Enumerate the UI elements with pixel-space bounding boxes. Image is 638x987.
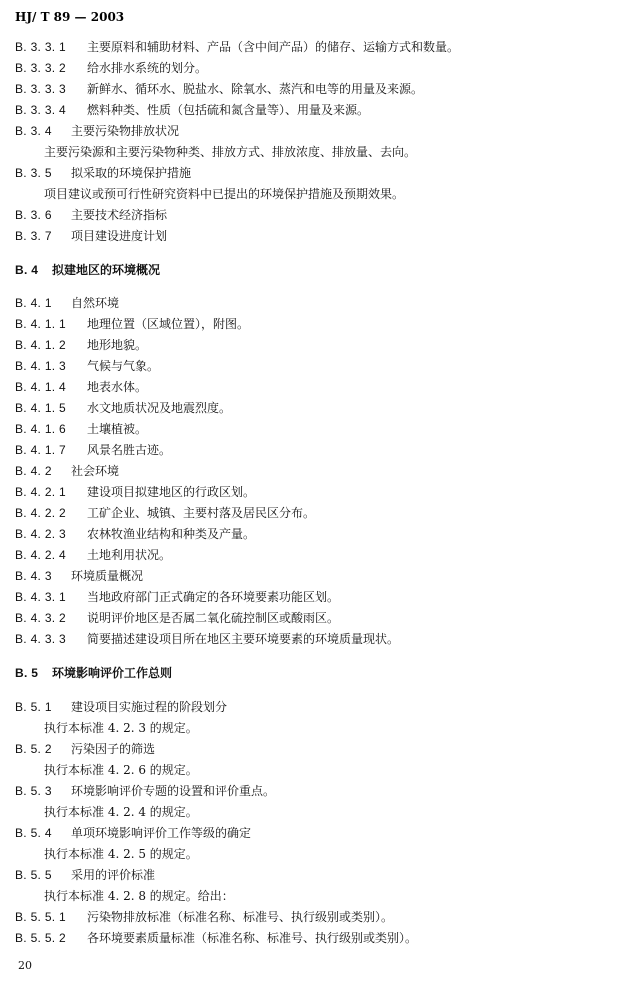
clause-text: 给水排水系统的划分。 [87, 61, 208, 75]
standard-code-header: HJ/ T 89 — 2003 [15, 10, 125, 24]
clause-text: 污染因子的筛选 [71, 742, 156, 756]
clause-text: 主要污染物排放状况 [71, 124, 180, 138]
clause-number: B. 5 [15, 666, 39, 680]
clause-number: B. 3. 7 [15, 229, 52, 243]
clause-text: 社会环境 [71, 464, 120, 478]
clause-text: 各环境要素质量标准（标准名称、标准号、执行级别或类别）。 [87, 931, 418, 945]
clause-text: 执行本标准 4. 2. 8 的规定。给出： [44, 889, 234, 903]
clause-text: 拟采取的环境保护措施 [71, 166, 192, 180]
clause-number: B. 4. 2 [15, 464, 52, 478]
clause-text: 主要原料和辅助材料、产品（含中间产品）的储存、运输方式和数量。 [87, 40, 460, 54]
clause-text: 土壤植被。 [87, 422, 148, 436]
clause-text: 主要技术经济指标 [71, 208, 168, 222]
clause-text: 项目建设进度计划 [71, 229, 168, 243]
clause-text: 地形地貌。 [87, 338, 148, 352]
clause-text: 执行本标准 4. 2. 5 的规定。 [44, 847, 198, 861]
clause-text: 当地政府部门正式确定的各环境要素功能区划。 [87, 590, 340, 604]
clause-text: 简要描述建设项目所在地区主要环境要素的环境质量现状。 [87, 632, 400, 646]
clause-text: 执行本标准 4. 2. 6 的规定。 [44, 763, 198, 777]
page-number: 20 [18, 959, 32, 972]
clause-number: B. 4 [15, 263, 39, 277]
clause-text: 拟建地区的环境概况 [52, 263, 161, 277]
clause-number: B. 3. 3. 1 [15, 40, 67, 54]
clause-text: 风景名胜古迹。 [87, 443, 172, 457]
clause-text: 水文地质状况及地震烈度。 [87, 401, 232, 415]
clause-number: B. 4. 3. 1 [15, 590, 67, 604]
clause-number: B. 4. 3. 2 [15, 611, 67, 625]
clause-text: 工矿企业、城镇、主要村落及居民区分布。 [87, 506, 316, 520]
clause-number: B. 4. 2. 4 [15, 548, 67, 562]
clause-number: B. 4. 1. 5 [15, 401, 67, 415]
clause-text: 新鲜水、循环水、脱盐水、除氧水、蒸汽和电等的用量及来源。 [87, 82, 424, 96]
clause-number: B. 4. 1. 2 [15, 338, 67, 352]
clause-number: B. 5. 1 [15, 700, 52, 714]
clause-number: B. 4. 2. 1 [15, 485, 67, 499]
clause-number: B. 5. 2 [15, 742, 52, 756]
clause-number: B. 3. 3. 4 [15, 103, 67, 117]
clause-text: 执行本标准 4. 2. 4 的规定。 [44, 805, 198, 819]
clause-number: B. 5. 5. 1 [15, 910, 67, 924]
clause-number: B. 4. 1. 4 [15, 380, 67, 394]
clause-number: B. 5. 3 [15, 784, 52, 798]
clause-text: 采用的评价标准 [71, 868, 156, 882]
clause-number: B. 3. 6 [15, 208, 52, 222]
clause-text: 污染物排放标准（标准名称、标准号、执行级别或类别）。 [87, 910, 394, 924]
clause-text: 单项环境影响评价工作等级的确定 [71, 826, 252, 840]
clause-number: B. 4. 3. 3 [15, 632, 67, 646]
clause-number: B. 4. 1. 1 [15, 317, 67, 331]
clause-text: 地理位置（区域位置），附图。 [87, 317, 250, 331]
clause-text: 环境质量概况 [71, 569, 144, 583]
clause-number: B. 5. 5. 2 [15, 931, 67, 945]
clause-text: 说明评价地区是否属二氧化硫控制区或酸雨区。 [87, 611, 340, 625]
clause-number: B. 4. 1. 7 [15, 443, 67, 457]
clause-text: 建设项目拟建地区的行政区划。 [87, 485, 256, 499]
clause-text: 土地利用状况。 [87, 548, 172, 562]
clause-text: 自然环境 [71, 296, 120, 310]
clause-text: 燃料种类、性质（包括硫和氮含量等）、用量及来源。 [87, 103, 370, 117]
clause-number: B. 3. 3. 3 [15, 82, 67, 96]
clause-text: 建设项目实施过程的阶段划分 [71, 700, 228, 714]
clause-number: B. 4. 1. 6 [15, 422, 67, 436]
clause-text: 环境影响评价专题的设置和评价重点。 [71, 784, 276, 798]
clause-number: B. 4. 1 [15, 296, 52, 310]
clause-number: B. 3. 4 [15, 124, 52, 138]
clause-text: 项目建议或预可行性研究资料中已提出的环境保护措施及预期效果。 [44, 187, 405, 201]
clause-number: B. 3. 3. 2 [15, 61, 67, 75]
clause-text: 地表水体。 [87, 380, 148, 394]
clause-text: 主要污染源和主要污染物种类、排放方式、排放浓度、排放量、去向。 [44, 145, 417, 159]
clause-number: B. 4. 3 [15, 569, 52, 583]
clause-text: 农林牧渔业结构和种类及产量。 [87, 527, 256, 541]
clause-text: 执行本标准 4. 2. 3 的规定。 [44, 721, 198, 735]
clause-number: B. 3. 5 [15, 166, 52, 180]
clause-number: B. 4. 2. 3 [15, 527, 67, 541]
clause-number: B. 4. 1. 3 [15, 359, 67, 373]
clause-number: B. 5. 4 [15, 826, 52, 840]
clause-number: B. 5. 5 [15, 868, 52, 882]
clause-text: 环境影响评价工作总则 [52, 666, 173, 680]
clause-number: B. 4. 2. 2 [15, 506, 67, 520]
clause-text: 气候与气象。 [87, 359, 160, 373]
